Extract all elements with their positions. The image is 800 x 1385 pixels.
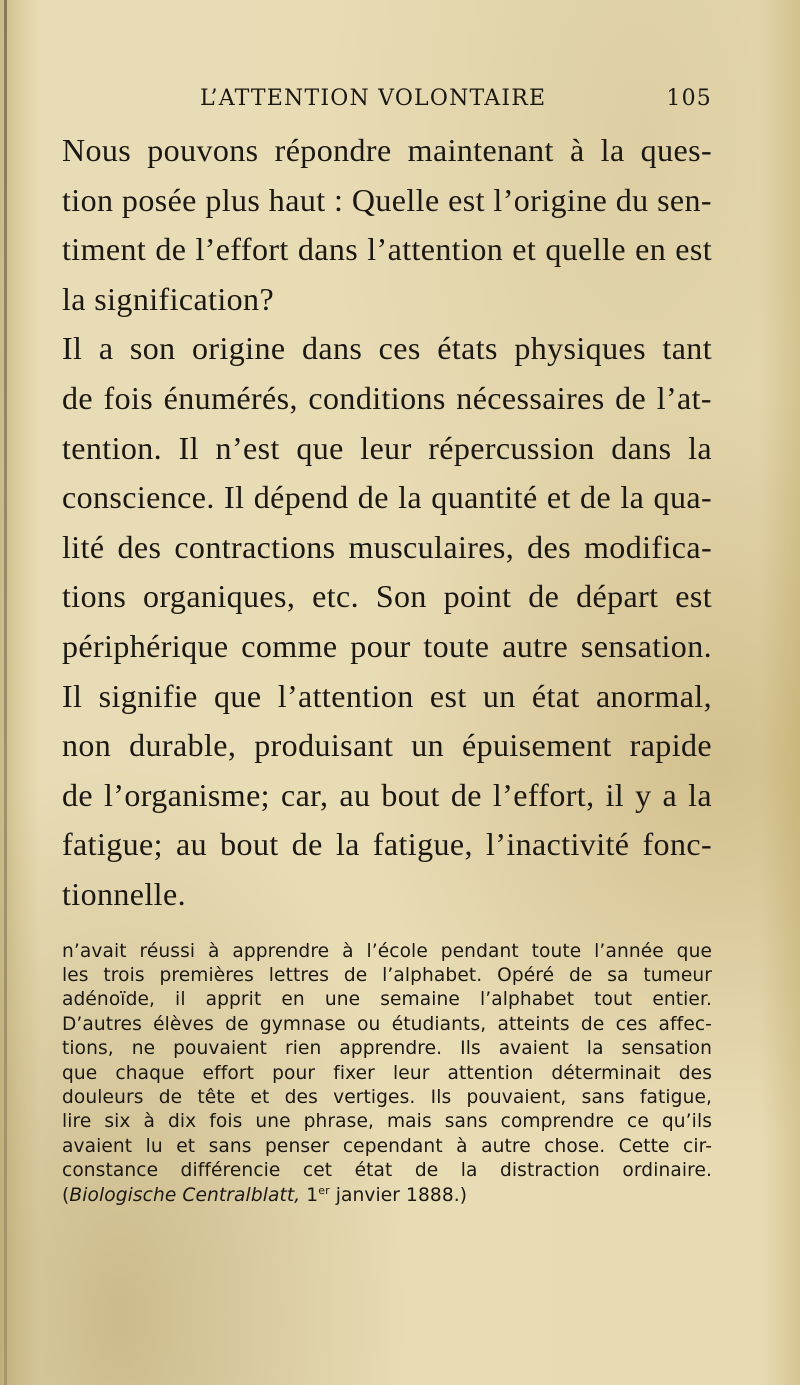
body-line: la signification? bbox=[62, 280, 275, 317]
body-line: Il a son origine dans ces états physiques tant bbox=[62, 330, 712, 367]
body-line: Nous pouvons répondre maintenant à la ques- bbox=[62, 132, 712, 168]
body-line: conscience. Il dépend de la quantité et de la qua- bbox=[62, 479, 712, 516]
body-line: tion posée plus haut : Quelle est l’origine du sen- bbox=[62, 181, 712, 218]
footnote-line: douleurs de tête et des vertiges. Ils pouvaient, sans fatigue, bbox=[62, 1086, 712, 1108]
body-line: tention. Il n’est que leur répercussion dans la bbox=[62, 429, 712, 466]
footnote-line: les trois premières lettres de l’alphabet. Opéré de sa tumeur bbox=[62, 964, 712, 986]
citation-open: ( bbox=[62, 1184, 70, 1206]
body-line: lité des contractions musculaires, des modifica- bbox=[62, 528, 712, 565]
book-page bbox=[62, 86, 712, 1208]
footnote-line: adénoïde, il apprit en une semaine l’alphabet tout entier. bbox=[62, 989, 712, 1011]
main-text bbox=[62, 126, 712, 920]
running-head bbox=[62, 86, 712, 122]
body-line: de fois énumérés, conditions nécessaires de l’at- bbox=[62, 379, 712, 416]
footnote-citation bbox=[62, 1184, 712, 1208]
body-line: tionnelle. bbox=[62, 875, 186, 912]
page-number: 105 bbox=[666, 86, 712, 111]
running-head-title: L’ATTENTION VOLONTAIRE bbox=[200, 86, 547, 111]
body-line: fatigue; au bout de la fatigue, l’inactivité fonc- bbox=[62, 826, 712, 863]
body-line: Il signifie que l’attention est un état anormal, bbox=[62, 677, 712, 714]
body-line: non durable, produisant un épuisement rapide bbox=[62, 727, 712, 764]
citation-day: 1 bbox=[306, 1184, 319, 1206]
footnote-line: lire six à dix fois une phrase, mais sans comprendre ce qu’ils bbox=[62, 1111, 712, 1133]
footnote-line: avaient lu et sans penser cependant à autre chose. Cette cir- bbox=[62, 1135, 712, 1157]
body-line: de l’organisme; car, au bout de l’effort, il y a la bbox=[62, 776, 712, 813]
citation-date: janvier 1888.) bbox=[329, 1184, 468, 1206]
body-line: timent de l’effort dans l’attention et quelle en est bbox=[62, 231, 712, 268]
footnote-line: que chaque effort pour fixer leur attention déterminait des bbox=[62, 1062, 712, 1084]
footnote-line: n’avait réussi à apprendre à l’école pendant toute l’année que bbox=[62, 940, 712, 962]
citation-day-suffix: er bbox=[318, 1183, 330, 1197]
footnote bbox=[62, 940, 712, 1208]
body-line: tions organiques, etc. Son point de départ est bbox=[62, 578, 712, 615]
footnote-line: constance différencie cet état de la distraction ordinaire. bbox=[62, 1160, 712, 1182]
footnote-line: tions, ne pouvaient rien apprendre. Ils avaient la sensation bbox=[62, 1038, 712, 1060]
citation-source: Biologische Centralblatt, bbox=[69, 1184, 301, 1206]
body-line: périphérique comme pour toute autre sensation. bbox=[62, 627, 712, 664]
footnote-line: D’autres élèves de gymnase ou étudiants, atteints de ces affec- bbox=[62, 1013, 712, 1035]
binding-shadow bbox=[4, 0, 7, 1385]
